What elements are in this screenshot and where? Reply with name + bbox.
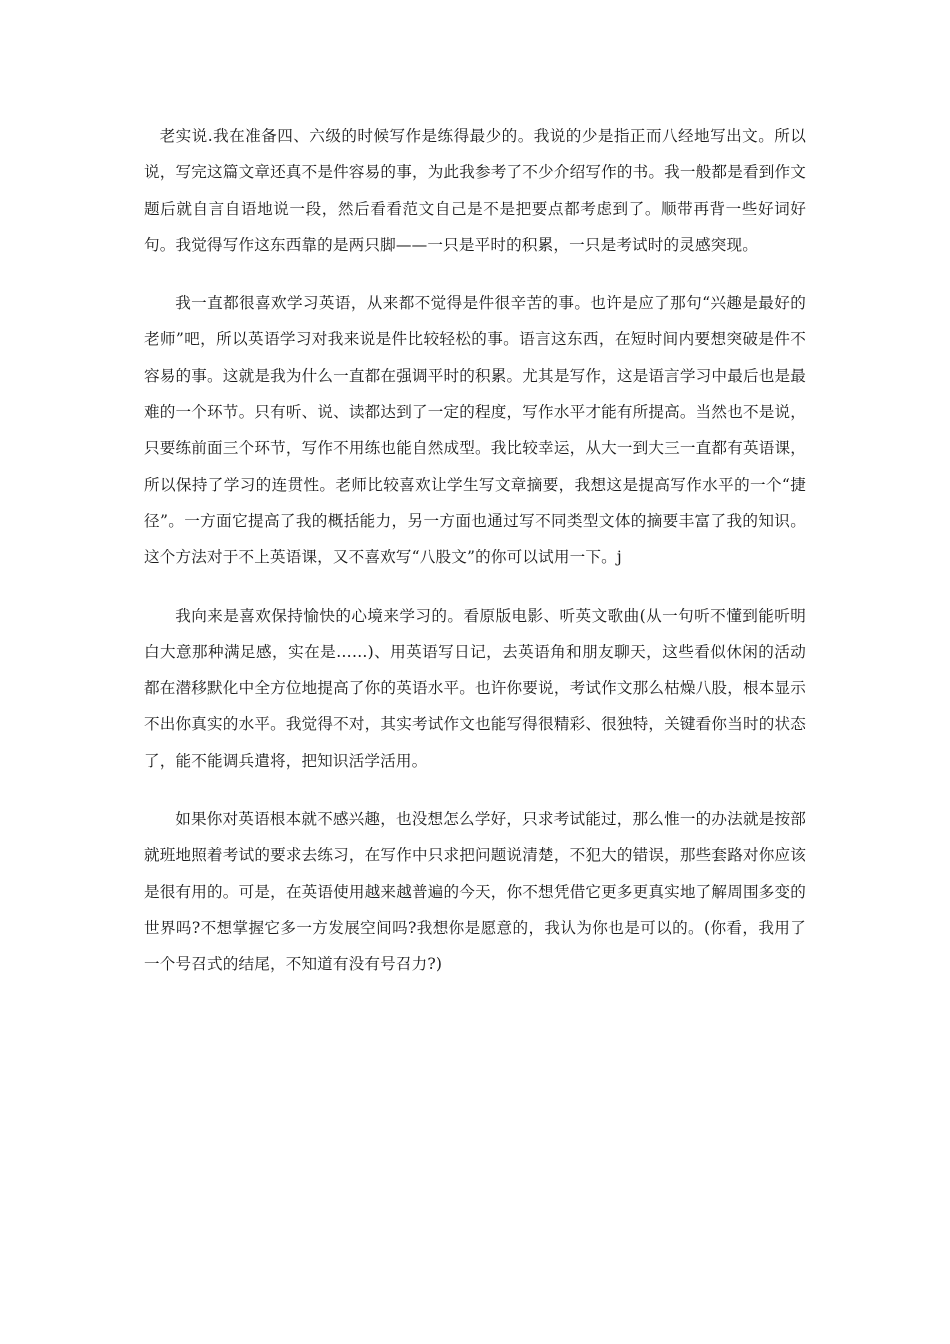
paragraph-2: 我一直都很喜欢学习英语，从来都不觉得是件很辛苦的事。也许是应了那句“兴趣是最好的老师”吧，所以英语学习对我来说是件比较轻松的事。语言这东西，在短时间内要想突破是件不容易的事。这就是我为什么一直都在强调平时的积累。尤其是写作，这是语言学习中最后也是最难的一个环节。只有听、说、读都达到了一定的程度，写作水平才能有所提高。当然也不是说，只要练前面三个环节，写作不用练也能自然成型。我比较幸运，从大一到大三一直都有英语课，所以保持了学习的连贯性。老师比较喜欢让学生写文章摘要，我想这是提高写作水平的一个“捷径”。一方面它提高了我的概括能力，另一方面也通过写不同类型文体的摘要丰富了我的知识。这个方法对于不上英语课，又不喜欢写“八股文”的你可以试用一下。j — [144, 294, 806, 567]
paragraph-3: 我向来是喜欢保持愉快的心境来学习的。看原版电影、听英文歌曲(从一句听不懂到能听明白大意那种满足感，实在是……)、用英语写日记，去英语角和朋友聊天，这些看似休闲的活动都在潜移默化中全方位地提高了你的英语水平。也许你要说，考试作文那么枯燥八股，根本显示不出你真实的水平。我觉得不对，其实考试作文也能写得很精彩、很独特，关键看你当时的状态了，能不能调兵遣将，把知识活学活用。 — [144, 606, 806, 770]
paragraph-4: 如果你对英语根本就不感兴趣，也没想怎么学好，只求考试能过，那么惟一的办法就是按部就班地照着考试的要求去练习，在写作中只求把问题说清楚，不犯大的错误，那些套路对你应该是很有用的。可是，在英语使用越来越普遍的今天，你不想凭借它更多更真实地了解周围多变的世界吗?不想掌握它多一方发展空间吗?我想你是愿意的，我认为你也是可以的。(你看，我用了一个号召式的结尾，不知道有没有号召力?) — [144, 810, 806, 974]
paragraph-1: 老实说.我在准备四、六级的时候写作是练得最少的。我说的少是指正而八经地写出文。所以说，写完这篇文章还真不是件容易的事，为此我参考了不少介绍写作的书。我一般都是看到作文题后就自言自语地说一段，然后看看范文自己是不是把要点都考虑到了。顺带再背一些好词好句。我觉得写作这东西靠的是两只脚——一只是平时的积累，一只是考试时的灵感突现。 — [144, 127, 806, 254]
document-body — [144, 118, 806, 1005]
